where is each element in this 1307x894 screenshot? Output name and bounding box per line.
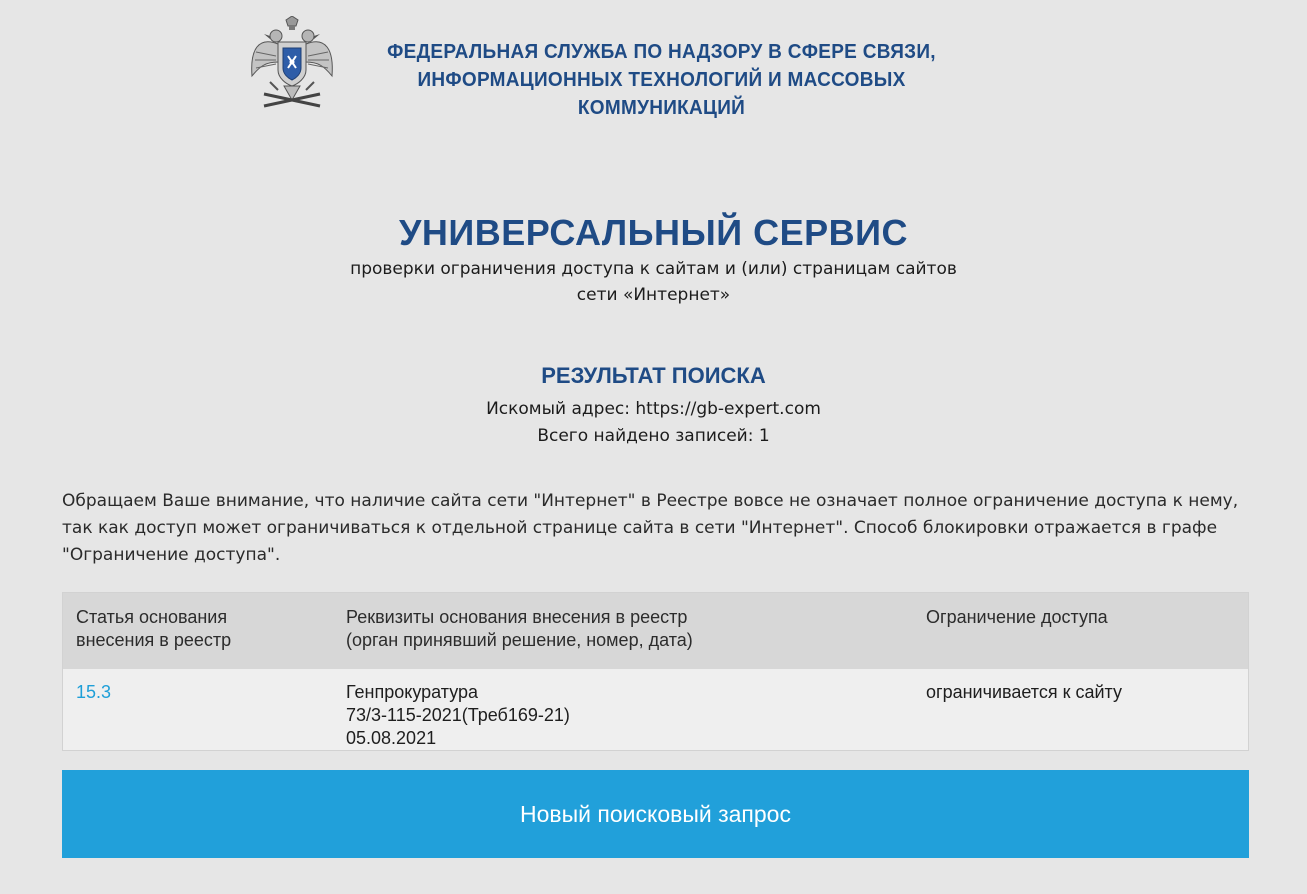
column-header-details (333, 593, 913, 669)
column-header-article-line-1: Статья основания (76, 607, 228, 627)
searched-address: Искомый адрес: https://gb-expert.com (486, 399, 821, 419)
details-number: 73/3-115-2021(Треб169-21) (346, 705, 570, 725)
details-authority: Генпрокуратура (346, 682, 479, 702)
new-search-button[interactable]: Новый поисковый запрос (62, 770, 1249, 858)
agency-title (348, 38, 975, 122)
service-title: УНИВЕРСАЛЬНЫЙ СЕРВИС (398, 212, 909, 253)
column-header-restriction: Ограничение доступа (926, 607, 1108, 627)
service-subtitle-line-2: сети «Интернет» (576, 285, 731, 305)
column-header-article (63, 593, 333, 669)
column-header-details-line-1: Реквизиты основания внесения в реестр (346, 607, 688, 627)
records-found-count: Всего найдено записей: 1 (537, 426, 770, 446)
site-header (248, 16, 1048, 119)
service-heading (0, 210, 1307, 308)
table-row (63, 669, 1248, 750)
registry-table (62, 592, 1249, 751)
service-subtitle-line-1: проверки ограничения доступа к сайтам и (или) страницам сайтов (350, 259, 957, 279)
registry-notice: Обращаем Ваше внимание, что наличие сайта сети "Интернет" в Реестре вовсе не означает полное ограничение доступа к нему, так как доступ может ограничиваться к отдельной странице сайта в сети "Интернет". Способ блокировки отражается в графе "Ограничение доступа". (62, 491, 1239, 565)
search-result-title: РЕЗУЛЬТАТ ПОИСКА (541, 363, 766, 388)
article-link[interactable]: 15.3 (76, 682, 112, 702)
search-result-summary (0, 360, 1307, 450)
cell-details (333, 669, 913, 750)
cell-article (63, 669, 333, 750)
table-header-row (63, 593, 1248, 669)
agency-title-line-2: ИНФОРМАЦИОННЫХ ТЕХНОЛОГИЙ И МАССОВЫХ КОММУНИКАЦИЙ (417, 69, 906, 119)
column-header-details-line-2: (орган принявший решение, номер, дата) (346, 630, 693, 650)
agency-title-line-1: ФЕДЕРАЛЬНАЯ СЛУЖБА ПО НАДЗОРУ В СФЕРЕ СВЯЗИ, (387, 41, 936, 63)
double-headed-eagle-emblem-icon (248, 16, 336, 110)
details-date: 05.08.2021 (346, 728, 437, 748)
cell-restriction: ограничивается к сайту (926, 682, 1122, 702)
column-header-article-line-2: внесения в реестр (76, 630, 232, 650)
